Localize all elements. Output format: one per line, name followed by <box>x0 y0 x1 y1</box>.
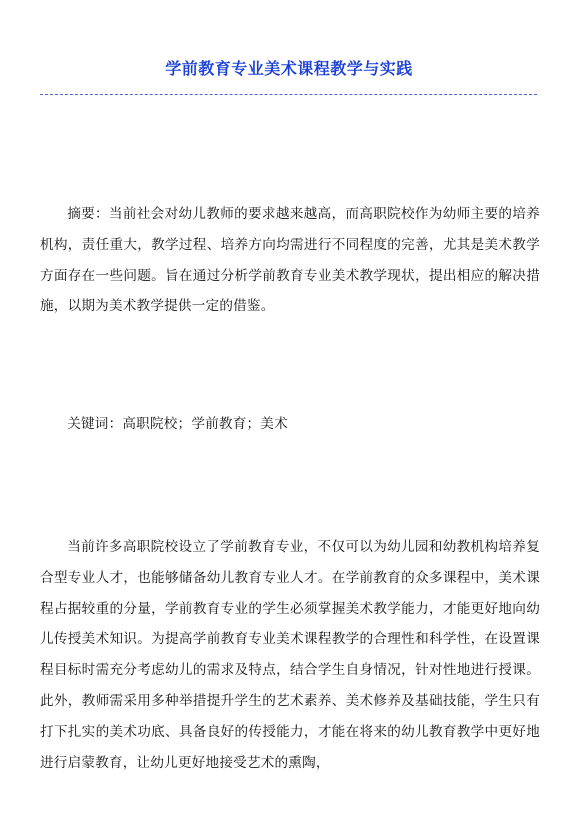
document-title: 学前教育专业美术课程教学与实践 <box>165 59 413 78</box>
abstract-paragraph: 摘要：当前社会对幼儿教师的要求越来越高，而高职院校作为幼师主要的培养机构，责任重大，教学过程、培养方向均需进行不同程度的完善，尤其是美术教学方面存在一些问题。旨在通过分析学前教育专业美术教学现状，提出相应的解决措施，以期为美术教学提供一定的借鉴。 <box>40 206 540 315</box>
title-divider <box>40 94 537 95</box>
body-paragraph: 当前许多高职院校设立了学前教育专业，不仅可以为幼儿园和幼教机构培养复合型专业人才，也能够储备幼儿教育专业人才。在学前教育的众多课程中，美术课程占据较重的分量，学前教育专业的学生必须掌握美术教学能力，才能更好地向幼儿传授美术知识。为提高学前教育专业美术课程教学的合理性和科学性，在设置课程目标时需充分考虑幼儿的需求及特点，结合学生自身情况，针对性地进行授课。此外，教师需采用多种举措提升学生的艺术素养、美术修养及基础技能，学生只有打下扎实的美术功底、具备良好的传授能力，才能在将来的幼儿教育教学中更好地进行启蒙教育，让幼儿更好地接受艺术的熏陶， <box>40 539 540 771</box>
keywords-paragraph: 关键词：高职院校；学前教育；美术 <box>67 416 288 432</box>
